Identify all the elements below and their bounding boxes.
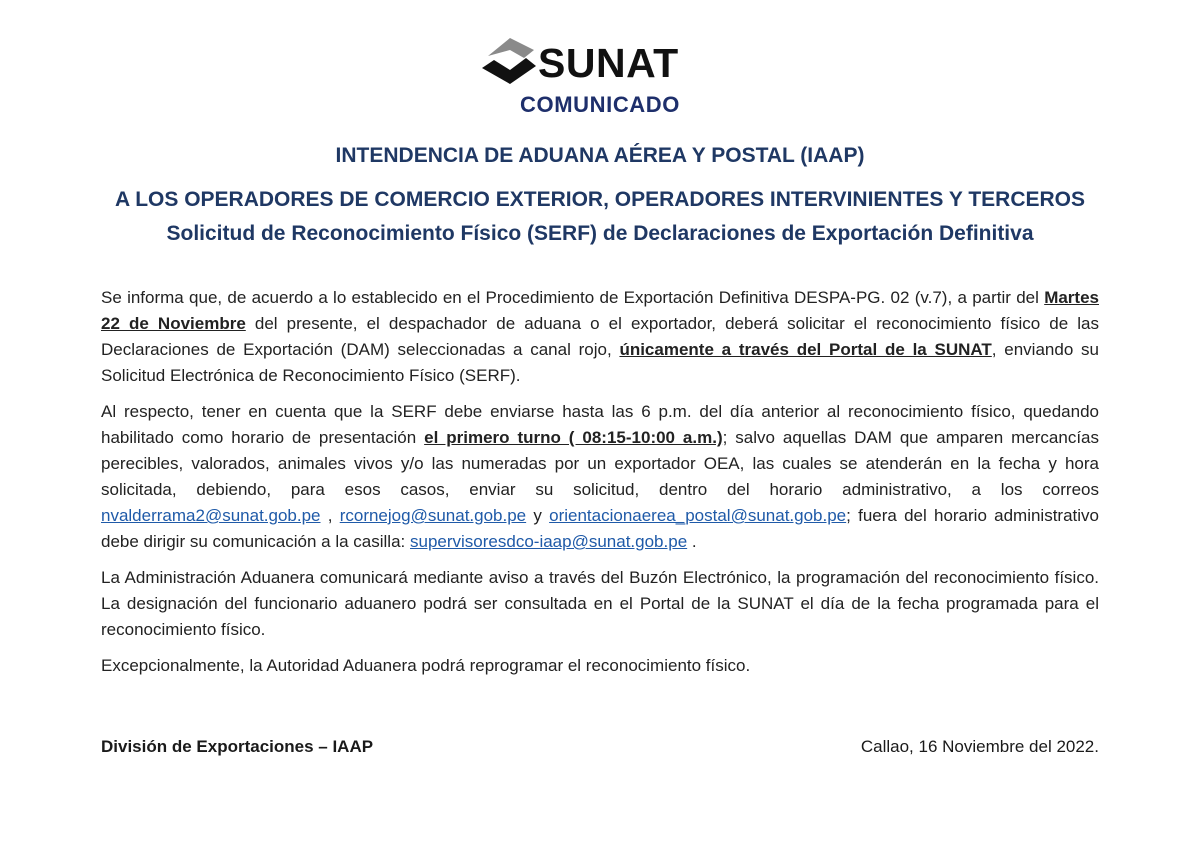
portal-highlight: únicamente a través del Portal de la SUNAT <box>619 340 992 359</box>
heading-solicitud: Solicitud de Reconocimiento Físico (SERF) de Declaraciones de Exportación Definitiva <box>166 222 1034 245</box>
paragraph-1: Se informa que, de acuerdo a lo establecido en el Procedimiento de Exportación Definitiva DESPA-PG. 02 (v.7), a partir del Martes 22 de Noviembre del presente, el despachador de aduana o el exportador, deberá solicitar el reconocimiento físico de las Declaraciones de Exportación (DAM) seleccionadas a canal rojo, únicamente a través del Portal de la SUNAT, enviando su Solicitud Electrónica de Reconocimiento Físico (SERF). <box>101 288 1099 385</box>
sunat-logo-text: SUNAT <box>538 40 679 86</box>
email-link-rcornejog[interactable]: rcornejog@sunat.gob.pe <box>339 506 527 525</box>
paragraph-3: La Administración Aduanera comunicará mediante aviso a través del Buzón Electrónico, la programación del reconocimiento físico. La designación del funcionario aduanero podrá ser consultada en el Portal de la SUNAT el día de la fecha programada para el reconocimiento físico. <box>101 568 1099 639</box>
heading-intendencia: INTENDENCIA DE ADUANA AÉREA Y POSTAL (IAAP) <box>335 144 865 167</box>
sunat-logo-icon <box>480 36 538 86</box>
heading-operadores: A LOS OPERADORES DE COMERCIO EXTERIOR, OPERADORES INTERVINIENTES Y TERCEROS <box>114 188 1086 211</box>
paragraph-2: Al respecto, tener en cuenta que la SERF debe enviarse hasta las 6 p.m. del día anterior al reconocimiento físico, quedando habilitado como horario de presentación el primero turno ( 08:15-10:00 a.m.); salvo aquellas DAM que amparen mercancías perecibles, valorados, animales vivos y/o las numeradas por un exportador OEA, las cuales se atenderán en la fecha y hora solicitada, debiendo, para esos casos, enviar su solicitud, dentro del horario administrativo, a los correos nvalderrama2@sunat.gob.pe , rcornejog@sunat.gob.pe y orientacionaerea_postal@sunat.gob.pe; fuera del horario administrativo debe dirigir su comunicación a la casilla: supervisoresdco-iaap@sunat.gob.pe . <box>101 402 1100 551</box>
body-text <box>101 285 1099 689</box>
paragraph-4: Excepcionalmente, la Autoridad Aduanera podrá reprogramar el reconocimiento físico. <box>101 656 751 675</box>
email-link-supervisores[interactable]: supervisoresdco-iaap@sunat.gob.pe <box>410 532 688 551</box>
comunicado-title: COMUNICADO <box>520 92 680 117</box>
footer-date: Callao, 16 Noviembre del 2022. <box>860 737 1099 756</box>
date-highlight: Martes 22 de Noviembre <box>101 288 1099 333</box>
sunat-logo <box>480 36 720 92</box>
turno-highlight: el primero turno ( 08:15-10:00 a.m.) <box>424 428 723 447</box>
email-link-nvalderrama[interactable]: nvalderrama2@sunat.gob.pe <box>101 506 321 525</box>
footer-division: División de Exportaciones – IAAP <box>101 737 374 756</box>
email-link-orientacion[interactable]: orientacionaerea_postal@sunat.gob.pe <box>549 506 847 525</box>
